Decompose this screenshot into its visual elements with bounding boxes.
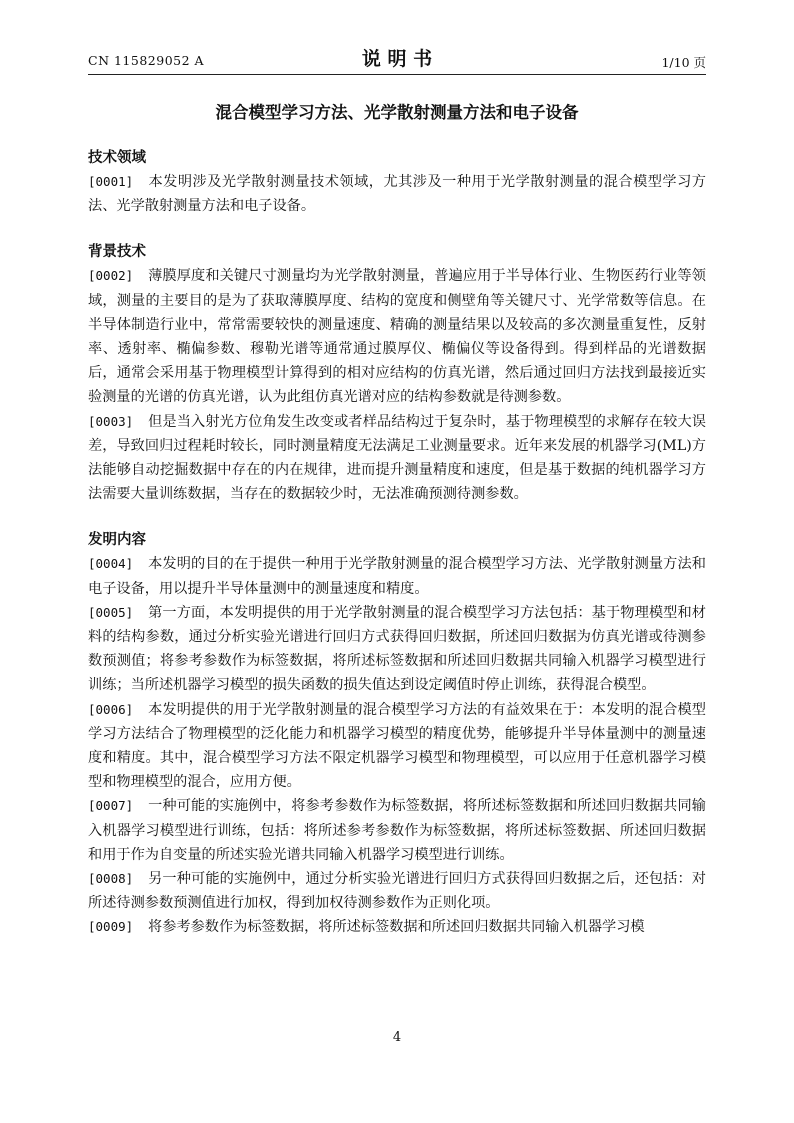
paragraph [88,410,706,507]
paragraph-text: 本发明提供的用于光学散射测量的混合模型学习方法的有益效果在于：本发明的混合模型学习方法结合了物理模型的泛化能力和机器学习模型的精度优势，能够提升半导体量测中的测量速度和精度。其中，混合模型学习方法不限定机器学习模型和物理模型，可以应用于任意机器学习模型和物理模型的混合，应用方便。 [88,701,706,791]
paragraph [88,698,706,795]
paragraph-number: [0001] [88,174,134,189]
section-title: 说 明 书 [361,48,433,70]
paragraph-text: 一种可能的实施例中，将参考参数作为标签数据，将所述标签数据和所述回归数据共同输入机器学习模型进行训练，包括：将所述参考参数作为标签数据，将所述标签数据、所述回归数据和用于作为自变量的所述实验光谱共同输入机器学习模型进行训练。 [88,798,706,863]
paragraph-text: 第一方面，本发明提供的用于光学散射测量的混合模型学习方法包括：基于物理模型和材料的结构参数，通过分析实验光谱进行回归方式获得回归数据，所述回归数据为仿真光谱或待测参数预测值；将参考参数作为标签数据，将所述标签数据和所述回归数据共同输入机器学习模型进行训练；当所述机器学习模型的损失函数的损失值达到设定阈值时停止训练，获得混合模型。 [88,604,706,694]
document-body [88,146,706,940]
paragraph [88,794,706,867]
paragraph-text: 但是当入射光方位角发生改变或者样品结构过于复杂时，基于物理模型的求解存在较大误差，导致回归过程耗时较长，同时测量精度无法满足工业测量要求。近年来发展的机器学习(ML)方法能够自动挖掘数据中存在的内在规律，进而提升测量精度和速度，但是基于数据的纯机器学习方法需要大量训练数据，当存在的数据较少时，无法准确预测待测参数。 [88,413,706,503]
paragraph [88,264,706,409]
paragraph-number: [0008] [88,871,134,887]
paragraph-number: [0006] [88,701,134,717]
paragraph-number: [0007] [88,798,134,814]
paragraph [88,601,706,698]
paragraph [88,915,706,939]
paragraph-text: 本发明涉及光学散射测量技术领域，尤其涉及一种用于光学散射测量的混合模型学习方法、光学散射测量方法和电子设备。 [88,174,706,215]
header-divider [88,74,706,75]
page-indicator: 1/10 页 [661,55,706,70]
page-number: 4 [392,1030,402,1045]
paragraph-number: [0004] [88,556,134,572]
paragraph-number: [0009] [88,919,134,935]
section-heading: 背景技术 [88,244,146,261]
document-number: CN 115829052 A [88,53,205,68]
paragraph-text: 薄膜厚度和关键尺寸测量均为光学散射测量，普遍应用于半导体行业、生物医药行业等领域，测量的主要目的是为了获取薄膜厚度、结构的宽度和侧壁角等关键尺寸、光学常数等信息。在半导体制造行业中，常常需要较快的测量速度、精确的测量结果以及较高的多次测量重复性，反射率、透射率、椭偏参数、穆勒光谱等通常通过膜厚仪、椭偏仪等设备得到。得到样品的光谱数据后，通常会采用基于物理模型计算得到的相对应结构的仿真光谱，然后通过回归方法找到最接近实验测量的光谱的仿真光谱，认为此组仿真光谱对应的结构参数就是待测参数。 [88,268,706,406]
paragraph-number: [0005] [88,604,134,620]
document-title: 混合模型学习方法、光学散射测量方法和电子设备 [215,103,579,122]
section-heading: 发明内容 [88,532,146,549]
paragraph-number: [0003] [88,413,134,429]
section-heading: 技术领域 [88,150,146,166]
paragraph-text: 将参考参数作为标签数据，将所述标签数据和所述回归数据共同输入机器学习模 [148,919,645,936]
paragraph [88,867,706,915]
paragraph-text: 本发明的目的在于提供一种用于光学散射测量的混合模型学习方法、光学散射测量方法和电子设备，用以提升半导体量测中的测量速度和精度。 [88,556,706,597]
paragraph [88,552,706,600]
paragraph [88,170,706,218]
paragraph-number: [0002] [88,268,134,284]
paragraph-text: 另一种可能的实施例中，通过分析实验光谱进行回归方式获得回归数据之后，还包括：对所述待测参数预测值进行加权，得到加权待测参数作为正则化项。 [88,871,706,912]
